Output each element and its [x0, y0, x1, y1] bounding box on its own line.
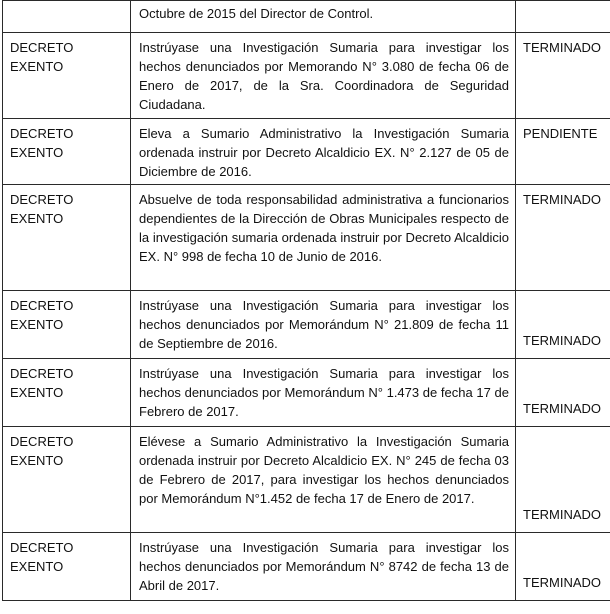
type-cell — [3, 427, 131, 533]
table-row — [3, 291, 610, 359]
description-cell: Instrúyase una Investigación Sumaria para investigar los hechos denunciados por Memorándum N° 21.809 de fecha 11 de Septiembre de 2016. — [131, 291, 516, 359]
description-cell: Octubre de 2015 del Director de Control. — [131, 1, 516, 33]
status-cell: PENDIENTE — [516, 119, 610, 185]
table-row — [3, 533, 610, 601]
type-line: EXENTO — [10, 385, 64, 400]
type-line: EXENTO — [10, 211, 64, 226]
type-line: DECRETO — [10, 126, 74, 141]
table-row — [3, 119, 610, 185]
type-line: EXENTO — [10, 59, 64, 74]
type-line: EXENTO — [10, 145, 64, 160]
type-cell — [3, 185, 131, 291]
type-cell — [3, 533, 131, 601]
description-cell: Elévese a Sumario Administrativo la Investigación Sumaria ordenada instruir por Decreto Alcaldicio EX. N° 245 de fecha 03 de Febrero de 2017, para investigar los hechos denunciados por Memorándum N°1.452 de fecha 17 de Enero de 2017. — [131, 427, 516, 533]
table-row — [3, 185, 610, 291]
type-line: DECRETO — [10, 192, 74, 207]
type-line: EXENTO — [10, 559, 64, 574]
table-row — [3, 33, 610, 119]
document-page — [2, 0, 608, 601]
table-row — [3, 427, 610, 533]
decree-table — [2, 0, 610, 601]
type-line: DECRETO — [10, 40, 74, 55]
description-cell: Eleva a Sumario Administrativo la Investigación Sumaria ordenada instruir por Decreto Alcaldicio EX. N° 2.127 de 05 de Diciembre de 2016. — [131, 119, 516, 185]
type-line: DECRETO — [10, 434, 74, 449]
type-cell — [3, 33, 131, 119]
type-line: EXENTO — [10, 453, 64, 468]
status-cell: TERMINADO — [516, 33, 610, 119]
type-cell — [3, 119, 131, 185]
description-cell: Instrúyase una Investigación Sumaria para investigar los hechos denunciados por Memorándum N° 1.473 de fecha 17 de Febrero de 2017. — [131, 359, 516, 427]
type-cell — [3, 1, 131, 33]
table-row — [3, 359, 610, 427]
table-row — [3, 1, 610, 33]
status-cell: TERMINADO — [516, 533, 610, 601]
type-line: DECRETO — [10, 298, 74, 313]
status-cell: TERMINADO — [516, 359, 610, 427]
type-line: EXENTO — [10, 317, 64, 332]
type-cell — [3, 359, 131, 427]
description-cell: Instrúyase una Investigación Sumaria para investigar los hechos denunciados por Memorándum N° 8742 de fecha 13 de Abril de 2017. — [131, 533, 516, 601]
status-cell — [516, 1, 610, 33]
description-cell: Absuelve de toda responsabilidad administrativa a funcionarios dependientes de la Dirección de Obras Municipales respecto de la investigación sumaria ordenada instruir por Decreto Alcaldicio EX. N° 998 de fecha 10 de Junio de 2016. — [131, 185, 516, 291]
status-cell: TERMINADO — [516, 291, 610, 359]
status-cell: TERMINADO — [516, 427, 610, 533]
description-cell: Instrúyase una Investigación Sumaria para investigar los hechos denunciados por Memorando N° 3.080 de fecha 06 de Enero de 2017, de la Sra. Coordinadora de Seguridad Ciudadana. — [131, 33, 516, 119]
status-cell: TERMINADO — [516, 185, 610, 291]
type-cell — [3, 291, 131, 359]
type-line: DECRETO — [10, 366, 74, 381]
type-line: DECRETO — [10, 540, 74, 555]
